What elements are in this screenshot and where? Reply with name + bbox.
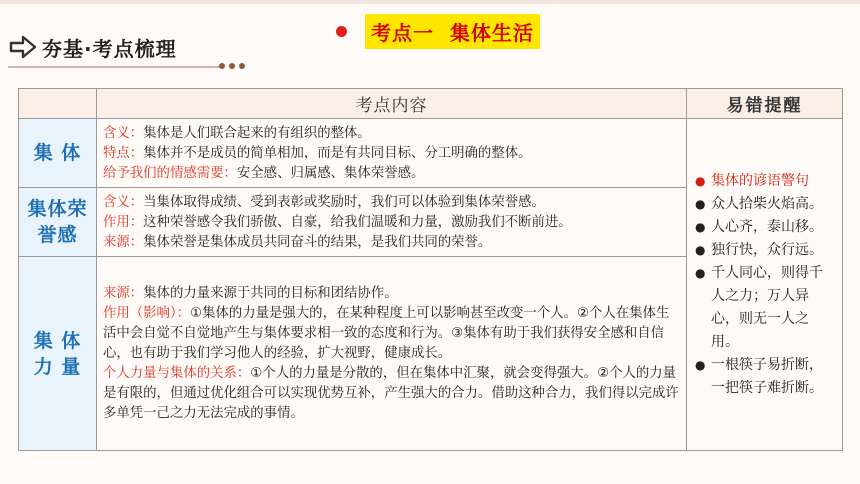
content-cell <box>97 257 687 451</box>
content-text: 集体并不是成员的简单相加，而是有共同目标、分工明确的整体。 <box>143 145 532 161</box>
content-line <box>103 124 680 144</box>
topic-cell <box>19 119 97 188</box>
bullet-dot-icon: ● <box>695 357 706 372</box>
content-label: 来源： <box>103 234 144 250</box>
header-dots <box>219 63 245 69</box>
topic-label: 集 体 <box>33 142 82 164</box>
bullet-dot-icon: ● <box>695 173 706 188</box>
tips-cell <box>687 119 843 451</box>
content-line <box>103 144 680 164</box>
content-cell <box>97 188 687 257</box>
section-header <box>8 30 177 64</box>
section-title: 夯基·考点梳理 <box>42 36 177 61</box>
content-label: 作用（影响）： <box>103 306 191 321</box>
content-line <box>103 284 680 304</box>
topic-label: 力 量 <box>33 355 82 378</box>
content-label: 特点： <box>103 145 144 161</box>
topic-cell <box>19 188 97 257</box>
content-label: 含义： <box>103 125 144 141</box>
content-label: 给予我们的情感需要： <box>103 165 237 181</box>
header-underline <box>8 66 223 68</box>
topic-tag <box>336 14 540 49</box>
content-text: 安全感、归属感、集体荣誉感。 <box>236 165 425 181</box>
content-text: 集体荣誉是集体成员共同奋斗的结果，是我们共同的荣誉。 <box>143 234 492 250</box>
topic-tag-title: 考点一 集体生活 <box>365 14 540 49</box>
knowledge-table <box>18 88 843 451</box>
content-line <box>103 364 680 424</box>
bullet-dot-icon: ● <box>695 265 706 280</box>
content-line <box>103 164 680 184</box>
content-text: 集体的力量来源于共同的目标和团结协作。 <box>143 286 398 301</box>
content-text: ①集体的力量是强大的，在某种程度上可以影响甚至改变一个人。②个人在集体生活中会自觉不自觉地产生与集体要求相一致的态度和行为。③集体有助于我们获得安全感和自信心，也有助于我们学习他人的经验，扩大视野，健康成长。 <box>103 306 670 361</box>
content-line <box>103 233 680 253</box>
tip-item: ● 集体的谚语警句 <box>695 170 834 193</box>
top-decorative-strip <box>0 0 860 4</box>
content-line <box>103 193 680 213</box>
content-text: 集体是人们联合起来的有组织的整体。 <box>143 125 371 141</box>
red-bullet-icon <box>336 26 347 37</box>
bullet-dot-icon: ● <box>695 219 706 234</box>
tip-item: ● 千人同心，则得千人之力；万人异心，则无一人之用。 <box>695 262 834 354</box>
topic-label: 誉感 <box>37 224 78 246</box>
topic-label: 集 体 <box>33 329 82 352</box>
tip-item: ● 独行快，众行远。 <box>695 239 834 262</box>
table-row <box>19 119 843 188</box>
content-label: 来源： <box>103 286 144 301</box>
content-text: 当集体取得成绩、受到表彰或奖励时，我们可以体验到集体荣誉感。 <box>143 194 545 210</box>
content-label: 个人力量与集体的关系： <box>103 366 251 381</box>
arrow-right-icon <box>8 34 38 60</box>
content-label: 作用： <box>103 214 144 230</box>
content-cell <box>97 119 687 188</box>
content-label: 含义： <box>103 194 144 210</box>
content-line <box>103 304 680 364</box>
tip-item: ● 一根筷子易折断，一把筷子难折断。 <box>695 354 834 400</box>
table-header-row <box>19 89 843 119</box>
content-line <box>103 213 680 233</box>
topic-cell <box>19 257 97 451</box>
header-blank-cell <box>19 89 97 119</box>
tip-item: ● 众人拾柴火焰高。 <box>695 193 834 216</box>
content-text: ①个人的力量是分散的，但在集体中汇聚，就会变得强大。②个人的力量是有限的，但通过优化组合可以实现优势互补，产生强大的合力。借助这种合力，我们得以完成许多单凭一己之力无法完成的事情。 <box>103 366 679 421</box>
bullet-dot-icon: ● <box>695 242 706 257</box>
topic-label: 集体荣 <box>27 198 88 220</box>
header-tips: 易错提醒 <box>687 89 843 119</box>
bullet-dot-icon: ● <box>695 196 706 211</box>
content-text: 这种荣誉感令我们骄傲、自豪，给我们温暖和力量，激励我们不断前进。 <box>143 214 572 230</box>
header-content: 考点内容 <box>97 89 687 119</box>
tip-item: ● 人心齐，泰山移。 <box>695 216 834 239</box>
